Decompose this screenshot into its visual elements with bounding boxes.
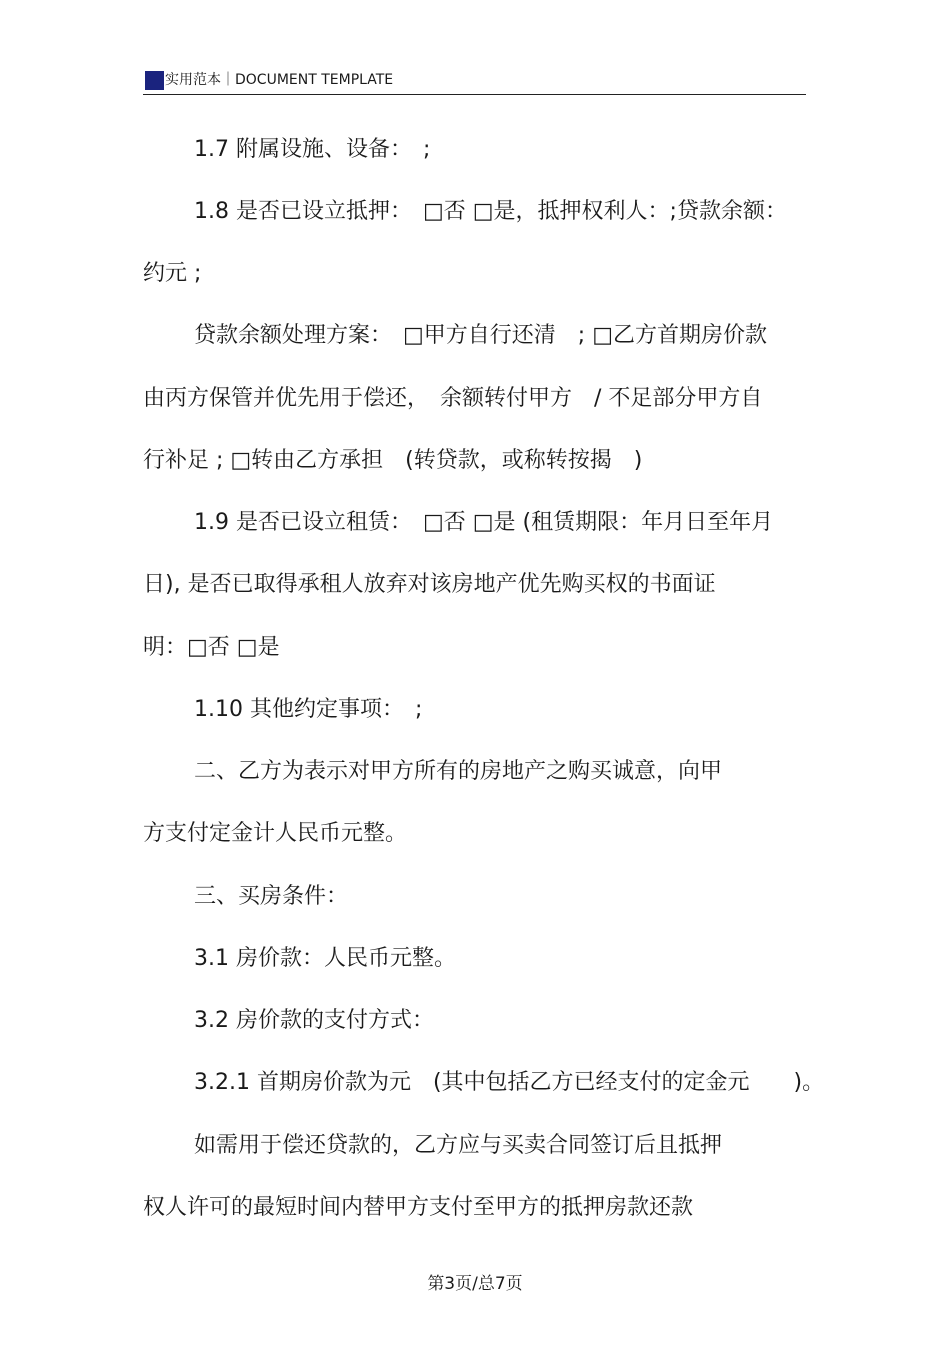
template-logo-icon — [145, 71, 164, 90]
body-line: 1.7 附属设施、设备： ; — [194, 137, 431, 162]
body-line: 1.10 其他约定事项： ; — [194, 697, 423, 722]
body-line: 1.9 是否已设立租赁： □否 □是 (租赁期限：年月日至年月 — [194, 510, 774, 535]
body-line: 3.2 房价款的支付方式： — [194, 1008, 434, 1033]
page-number: 第3页/总7页 — [427, 1274, 523, 1294]
body-line: 3.2.1 首期房价款为元 (其中包括乙方已经支付的定金元 )。 — [194, 1070, 825, 1095]
body-line: 由丙方保管并优先用于偿还， 余额转付甲方 / 不足部分甲方自 — [143, 386, 763, 411]
body-line: 如需用于偿还贷款的，乙方应与买卖合同签订后且抵押 — [194, 1133, 723, 1158]
body-line: 约元 ; — [143, 261, 202, 286]
body-line: 3.1 房价款：人民币元整。 — [194, 946, 456, 971]
body-line: 1.8 是否已设立抵押： □否 □是，抵押权利人：;贷款余额： — [194, 199, 787, 224]
body-line: 权人许可的最短时间内替甲方支付至甲方的抵押房款还款 — [143, 1195, 694, 1220]
body-line: 方支付定金计人民币元整。 — [143, 821, 408, 846]
body-line: 行补足 ; □转由乙方承担 (转贷款，或称转按揭 ) — [143, 448, 643, 473]
header-title: 实用范本｜DOCUMENT TEMPLATE — [165, 72, 394, 88]
body-line: 贷款余额处理方案： □甲方自行还清 ; □乙方首期房价款 — [194, 323, 767, 348]
body-line: 三、买房条件： — [194, 884, 349, 909]
body-line: 明：□否 □是 — [143, 635, 280, 660]
document-header — [143, 68, 806, 95]
body-line: 日), 是否已取得承租人放弃对该房地产优先购买权的书面证 — [143, 572, 716, 597]
body-line: 二、乙方为表示对甲方所有的房地产之购买诚意，向甲 — [194, 759, 723, 784]
